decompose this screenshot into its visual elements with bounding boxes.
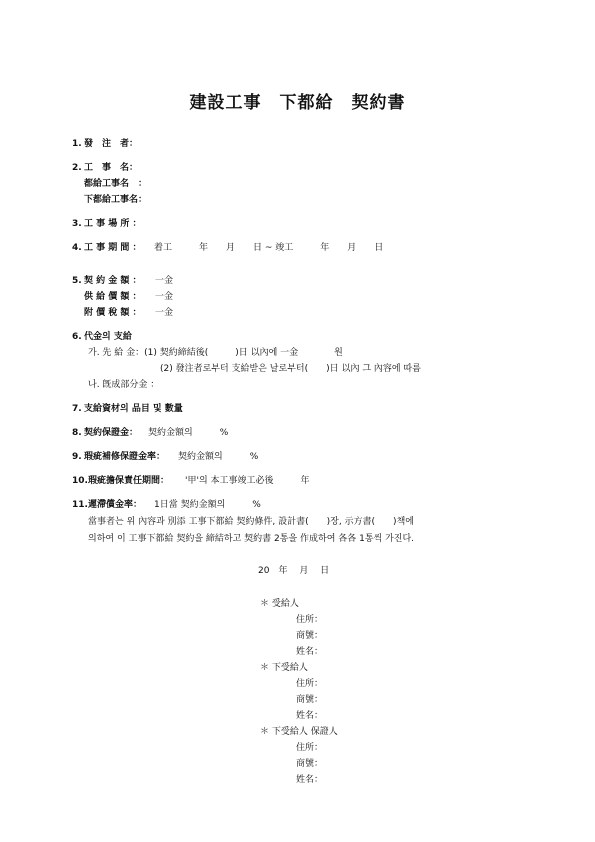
party-contractor-address: 住所： xyxy=(296,615,324,625)
section-2-contract-work-name: 都給工事名 ： xyxy=(84,179,148,189)
section-1-label: 發 注 者： xyxy=(84,139,139,149)
progress-payment-line: 나. 旣成部分金 ： xyxy=(88,380,160,390)
section-11-number: 11. xyxy=(72,500,88,510)
party-contractor-title: ＊ 受給人 xyxy=(260,599,299,609)
section-2-number: 2. xyxy=(72,163,82,173)
section-6-label: 代金의 支給 xyxy=(84,332,132,342)
supply-price-label: 供 給 價 額 ： xyxy=(84,292,142,302)
supply-price-value: 一金 xyxy=(155,292,174,302)
party-contractor-company: 商號： xyxy=(296,631,324,641)
section-7-label: 支給資材의 品目 및 數量 xyxy=(84,404,183,414)
vat-amount-value: 一金 xyxy=(155,308,174,318)
section-1-number: 1. xyxy=(72,139,82,149)
advance-payment-line-2: (2) 發注者로부터 支給받은 날로부터( )日 以內 그 內容에 따름 xyxy=(160,364,421,374)
section-8-label: 契約保證金： xyxy=(84,428,139,438)
party-contractor-name: 姓名： xyxy=(296,647,324,657)
section-7-number: 7. xyxy=(72,404,82,414)
section-10-label: 瑕疵擔保責任期間： xyxy=(88,476,170,486)
section-8-number: 8. xyxy=(72,428,82,438)
section-9-number: 9. xyxy=(72,452,82,462)
party-guarantor-title: ＊ 下受給人 保證人 xyxy=(260,727,338,737)
agreement-body-line-1: 當事者는 위 內容과 別添 工事下都給 契約條件, 設計書( )장, 示方書( )책에 xyxy=(88,517,414,527)
section-5-number: 5. xyxy=(72,276,82,286)
party-guarantor-name: 姓名： xyxy=(296,775,324,785)
party-subcontractor-title: ＊ 下受給人 xyxy=(260,663,308,673)
section-4-period: 着工 年 月 日 ~ 竣工 年 月 日 xyxy=(154,243,384,253)
section-3-label: 工 事 場 所 ： xyxy=(84,219,142,229)
contract-date: 20 年 月 日 xyxy=(258,566,330,576)
section-4-label: 工 事 期 間 ： xyxy=(84,243,142,253)
section-10-number: 10. xyxy=(72,476,88,486)
agreement-body-line-2: 의하여 이 工事下都給 契約을 締結하고 契約書 2통을 作成하여 各各 1통씩 가진다. xyxy=(88,534,415,544)
party-guarantor-address: 住所： xyxy=(296,743,324,753)
section-9-label: 瑕疵補修保證金率： xyxy=(84,452,166,462)
section-11-label: 遲滯償金率： xyxy=(88,500,143,510)
party-subcontractor-name: 姓名： xyxy=(296,711,324,721)
section-8-value: 契約金額의 % xyxy=(148,428,229,438)
advance-payment-line-1: 가. 先 給 金：(1) 契約締結後( )日 以內에 一金 원 xyxy=(88,348,343,358)
contract-amount-value: 一金 xyxy=(155,276,174,286)
contract-amount-label: 契 約 金 額 ： xyxy=(84,276,142,286)
document-title: 建設工事 下都給 契約書 xyxy=(189,93,406,113)
section-11-value: 1日當 契約金額의 % xyxy=(154,500,261,510)
section-4-number: 4. xyxy=(72,243,82,253)
section-2-label: 工 事 名： xyxy=(84,163,139,173)
section-6-number: 6. xyxy=(72,332,82,342)
section-9-value: 契約金額의 % xyxy=(178,452,259,462)
party-subcontractor-address: 住所： xyxy=(296,679,324,689)
vat-amount-label: 附 價 稅 額 ： xyxy=(84,308,142,318)
party-subcontractor-company: 商號： xyxy=(296,695,324,705)
section-10-value: '甲'의 本工事竣工必後 年 xyxy=(185,476,310,486)
section-3-number: 3. xyxy=(72,219,82,229)
party-guarantor-company: 商號： xyxy=(296,759,324,769)
section-2-subcontract-work-name: 下都給工事名： xyxy=(84,195,148,205)
